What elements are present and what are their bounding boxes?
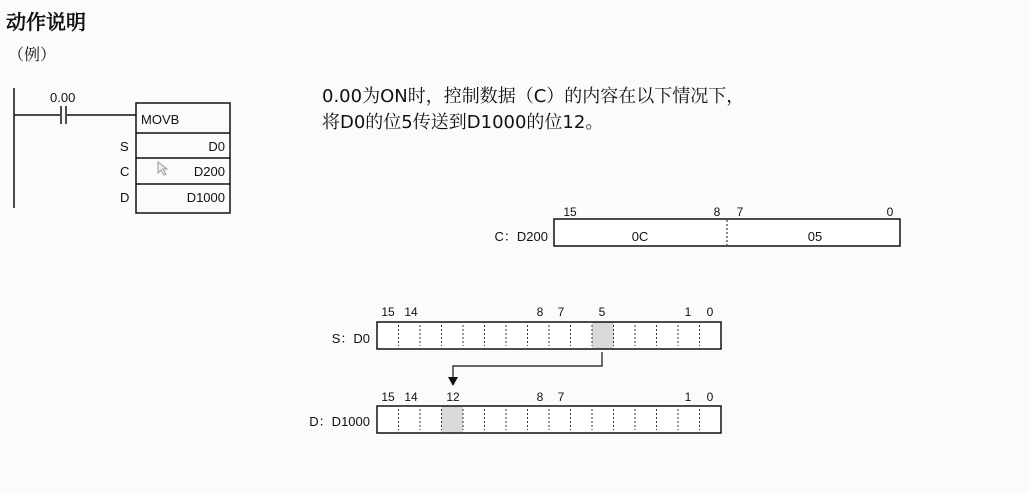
source-bit-cell-8 (528, 322, 550, 349)
source-bit-cell-14 (399, 322, 421, 349)
source-bit-label-15: 15 (381, 305, 395, 319)
control-bit-label-8: 8 (713, 205, 721, 219)
dest-bit-label-7: 7 (557, 390, 565, 404)
source-bit-cell-4 (614, 322, 636, 349)
dest-bit-cell-11 (463, 406, 485, 433)
contact-address: 0.00 (50, 90, 76, 105)
dest-bit-cell-9 (506, 406, 528, 433)
source-bit-label-1: 1 (684, 305, 692, 319)
source-word-label: S：D0 (331, 331, 370, 346)
source-bit-cell-1 (678, 322, 700, 349)
dest-bit-cell-15 (377, 406, 399, 433)
example-label: （例） (8, 45, 57, 64)
dest-bit-cell-10 (485, 406, 507, 433)
dest-bit-label-1: 1 (684, 390, 692, 404)
dest-bit-cell-12 (442, 406, 464, 433)
dest-word-bits (377, 406, 721, 433)
dest-bit-label-14: 14 (404, 390, 418, 404)
control-bit-label-0: 0 (886, 205, 894, 219)
dest-bit-label-15: 15 (381, 390, 395, 404)
source-word-bits (377, 322, 721, 349)
operand-s-value: D0 (208, 139, 225, 154)
description-line-2: 将D0的位5传送到D1000的位12。 (322, 112, 604, 133)
operand-d-label: D (120, 190, 130, 205)
dest-bit-cell-8 (528, 406, 550, 433)
source-bit-cell-2 (657, 322, 679, 349)
operand-c-label: C (120, 164, 130, 179)
source-bit-cell-3 (635, 322, 657, 349)
description-line-1: 0.00为ON时，控制数据（C）的内容在以下情况下， (322, 86, 745, 107)
operand-s-label: S (120, 139, 129, 154)
source-bit-label-7: 7 (557, 305, 565, 319)
dest-bit-label-12: 12 (446, 390, 460, 404)
source-bit-label-14: 14 (404, 305, 418, 319)
source-bit-cell-13 (420, 322, 442, 349)
source-bit-cell-12 (442, 322, 464, 349)
instruction-name: MOVB (141, 112, 180, 127)
control-bit-label-7: 7 (736, 205, 744, 219)
dest-bit-cell-5 (592, 406, 614, 433)
dest-bit-cell-14 (399, 406, 421, 433)
source-bit-cell-11 (463, 322, 485, 349)
dest-bit-cell-6 (571, 406, 593, 433)
dest-bit-cell-1 (678, 406, 700, 433)
transfer-arrowhead (448, 377, 458, 386)
control-low-byte: 05 (807, 229, 823, 244)
dest-bit-cell-2 (657, 406, 679, 433)
dest-bit-cell-13 (420, 406, 442, 433)
source-bit-cell-7 (549, 322, 571, 349)
dest-bit-cell-0 (700, 406, 722, 433)
source-bit-label-8: 8 (536, 305, 544, 319)
dest-bit-label-0: 0 (706, 390, 714, 404)
control-bit-label-15: 15 (563, 205, 577, 219)
control-high-byte: 0C (631, 229, 649, 244)
dest-word-label: D：D1000 (309, 414, 370, 429)
dest-bit-cell-3 (635, 406, 657, 433)
mouse-cursor-icon (158, 162, 167, 175)
dest-bit-label-8: 8 (536, 390, 544, 404)
source-bit-cell-9 (506, 322, 528, 349)
source-bit-cell-15 (377, 322, 399, 349)
source-bit-cell-0 (700, 322, 722, 349)
operand-c-value: D200 (193, 164, 225, 179)
source-bit-label-5: 5 (598, 305, 606, 319)
section-title: 动作说明 (6, 10, 86, 34)
source-bit-cell-10 (485, 322, 507, 349)
operand-d-value: D1000 (186, 190, 225, 205)
source-bit-label-0: 0 (706, 305, 714, 319)
source-bit-cell-6 (571, 322, 593, 349)
control-word-label: C：D200 (494, 229, 548, 244)
dest-bit-cell-4 (614, 406, 636, 433)
source-bit-cell-5 (592, 322, 614, 349)
dest-bit-cell-7 (549, 406, 571, 433)
transfer-arrow-line (453, 352, 602, 378)
